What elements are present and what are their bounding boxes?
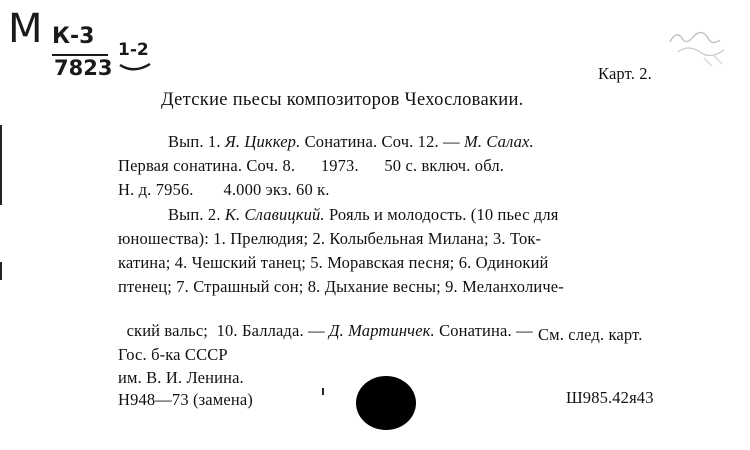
faint-stamp-mark: [664, 22, 734, 72]
issue1-author2: М. Салах.: [463, 132, 534, 151]
handwritten-copies-underline: [118, 62, 152, 74]
issue2-author: К. Славицкий.: [224, 205, 325, 224]
issue1-line2: Первая сонатина. Соч. 8. 1973. 50 с. включ. обл.: [118, 156, 505, 175]
handwritten-shelf-top: К-3: [52, 24, 95, 49]
library-name: Гос. б-ка СССР: [118, 345, 228, 364]
stray-mark: [322, 388, 324, 395]
issue2-line2: юношества): 1. Прелюдия; 2. Колыбельная Милана; 3. Ток-: [118, 229, 542, 248]
continuation-note: См. след. карт.: [538, 325, 643, 344]
issue2-line4: птенец; 7. Страшный сон; 8. Дыхание весны; 9. Меланхоличе-: [118, 277, 564, 296]
issue2-prefix: Вып. 2.: [168, 205, 225, 224]
left-margin-tick: [0, 262, 2, 280]
issue1-line1: [168, 132, 534, 152]
handwritten-copies: 1-2: [118, 40, 149, 60]
issue2-rest: Рояль и молодость. (10 пьес для: [324, 205, 559, 224]
issue1-middle: Сонатина. Соч. 12. —: [300, 132, 464, 151]
issue2-line5-rest: Сонатина. —: [434, 321, 533, 340]
issue1-prefix: Вып. 1.: [168, 132, 225, 151]
classification-code: Ш985.42я43: [566, 388, 654, 407]
catalog-number: Н948—73 (замена): [118, 390, 253, 409]
issue2-line1: [168, 205, 558, 225]
punch-hole: [356, 376, 416, 430]
library-name-2: им. В. И. Ленина.: [118, 368, 244, 387]
issue1-line3: Н. д. 7956. 4.000 экз. 60 к.: [118, 180, 330, 199]
issue1-author1: Я. Циккер.: [224, 132, 301, 151]
issue2-line5: [118, 301, 533, 341]
handwritten-letter: М: [8, 6, 43, 52]
issue2-line3: катина; 4. Чешский танец; 5. Моравская песня; 6. Одинокий: [118, 253, 549, 272]
card-title: Детские пьесы композиторов Чехословакии.: [161, 90, 524, 110]
card-number: Карт. 2.: [598, 64, 652, 83]
issue2-line5-author: Д. Мартинчек.: [328, 321, 435, 340]
handwritten-shelf-bottom: 7823: [54, 56, 113, 80]
issue2-line5-prefix: ский вальс; 10. Баллада. —: [126, 321, 329, 340]
left-margin-rule: [0, 125, 2, 205]
